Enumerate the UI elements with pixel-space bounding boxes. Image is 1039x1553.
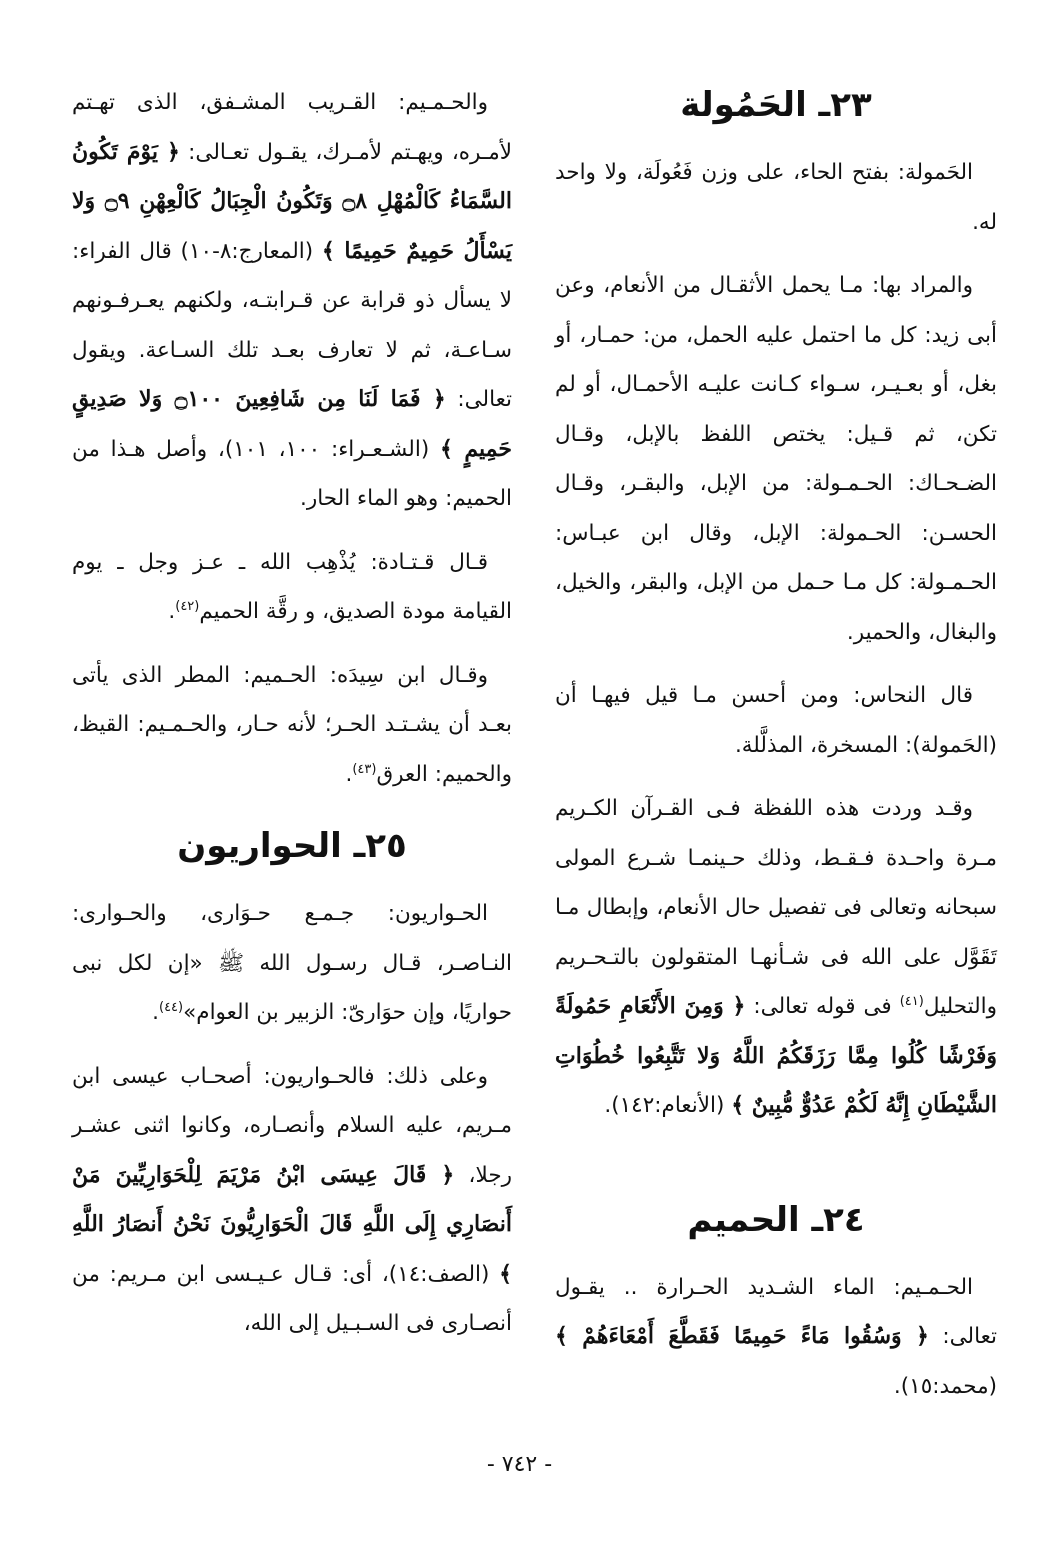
paragraph-text: وعلى ذلك: فالحـواريون: أصحـاب عيسى ابن مـريم، عليه السلام وأنصـاره، وكانوا اثنى عشـر رجلا،: [72, 1063, 512, 1188]
footnote-ref: (٤١): [899, 993, 924, 1009]
paragraph-text: قال النحاس: ومن أحسن مـا قيل فيهـا أن (الحَمولة): المسخرة، المذلَّلة.: [555, 683, 997, 758]
paragraph-text: الحَمولة: بفتح الحاء، على وزن فَعُولَة، ولا واحد له.: [555, 160, 997, 235]
paragraph-text: .: [345, 761, 353, 787]
quran-verse: ﴿ وَسُقُوا مَاءً حَمِيمًا فَقَطَّعَ أَمْعَاءَهُمْ ﴾: [555, 1323, 929, 1349]
paragraph: [72, 651, 512, 800]
paragraph: [72, 78, 512, 524]
paragraph-text: وقـال ابن سِيدَه: الحـميم: المطر الذى يأتى بعـد أن يشـتـد الحـر؛ لأنه حـار، والحـمـيم: القيظ، والحميم: العرق: [72, 662, 512, 787]
verse-citation: (محمد:١٥).: [893, 1373, 997, 1399]
paragraph: [72, 538, 512, 637]
paragraph-text: وقـد وردت هذه اللفظة فـى القـرآن الكـريم مـرة واحـدة فـقـط، وذلك حـينمـا شـرع المولى سبحانه وتعالى فى تفصيل حال الأنعام، وإبطال مـا تَقَوَّل على الله فى شـأنهـا المتقولون بالتـحـريم والتحليل: [555, 796, 997, 1019]
left-column: [72, 78, 512, 1363]
paragraph: [72, 1052, 512, 1349]
quran-verse: ﴿ فَمَا لَنَا مِن شَافِعِينَ ۝١٠٠ وَلا صَدِيقٍ حَمِيمٍ ﴾: [72, 386, 513, 462]
paragraph: [555, 671, 997, 770]
paragraph-text: (المعارج:٨-١٠) قال الفراء: لا يسأل ذو قرابة عن قـرابتـه، ولكنهم يعـرفـونهم سـاعـة، ثم لا تعارف بعـد تلك السـاعة. ويقول تعالى:: [72, 238, 512, 412]
footnote-ref: (٤٢): [175, 598, 200, 614]
paragraph-text: والحـمـيم: القـريب المشـفق، الذى تهـتم لأمـره، ويهـتم لأمـرك، يقـول تعـالى:: [72, 90, 513, 165]
quran-verse: ﴿ يَوْمَ تَكُونُ السَّمَاءُ كَالْمُهْلِ ۝٨ وَتَكُونُ الْجِبَالُ كَالْعِهْنِ ۝٩ وَلا يَسْأَلُ حَمِيمٌ حَمِيمًا ﴾: [72, 138, 512, 264]
paragraph-text: قـال قـتـادة: يُذْهِب الله ـ عـز وجل ـ يوم القيامة مودة الصديق، و رقَّة الحميم: [72, 549, 512, 624]
section-heading-25: ٢٥ـ الحواريون: [177, 826, 407, 866]
page-number: - ٧٤٢ -: [486, 1452, 553, 1477]
quran-verse: ﴿ وَمِنَ الأَنْعَامِ حَمُولَةً وَفَرْشًا كُلُوا مِمَّا رَزَقَكُمُ اللَّهُ وَلا تَتَّبِعُوا خُطُوَاتِ الشَّيْطَانِ إِنَّهُ لَكُمْ عَدُوٌّ مُّبِينٌ ﴾: [555, 993, 997, 1118]
section-heading-24: ٢٤ـ الحميم: [687, 1199, 865, 1240]
paragraph-text: (الصف:١٤)، أى: قـال عـيـسى ابن مـريم: من أنصـارى فى السـبـيل إلى الله،: [72, 1261, 512, 1336]
verse-citation: (الأنعام:١٤٢).: [604, 1093, 732, 1118]
footnote-ref: (٤٣): [352, 761, 377, 777]
paragraph: [555, 261, 997, 657]
paragraph: [555, 784, 997, 1131]
paragraph-text: .: [168, 599, 176, 624]
paragraph-text: والمراد بها: مـا يحمل الأثقـال من الأنعام، وعن أبى زيد: كل ما احتمل عليه الحمل، من: حمـار، أو بغل، أو بعـيـر، سـواء كـانت عليـه الأحمـال، أو لم تكن، ثم قـيل: يختص اللفظ بالإبل، وقـال الضـحـاك: الحـمـولة: من الإبل، والبقـر، وقـال الحسـن: الحـمولة: الإبل، وقال ابن عبـاس: الحـمـولة: كل مـا حـمل من الإبل، والبقر، والخيل، والبغال، والحمير.: [555, 273, 997, 645]
paragraph-text: .: [152, 1000, 159, 1025]
section-heading-23: ٢٣ـ الحَمُولة: [680, 85, 872, 125]
footnote-ref: (٤٤): [158, 999, 184, 1015]
paragraph-text: الحـمـيم: الماء الشـديد الحـرارة .. يقـول تعالى:: [555, 1274, 997, 1349]
quran-verse: ﴿ قَالَ عِيسَى ابْنُ مَرْيَمَ لِلْحَوَارِيِّينَ مَنْ أَنصَارِي إِلَى اللَّهِ قَالَ الْحَوَارِيُّونَ نَحْنُ أَنصَارُ اللَّهِ ﴾: [72, 1161, 513, 1287]
right-column: [555, 78, 997, 1425]
paragraph: [555, 1263, 997, 1412]
paragraph: [555, 148, 997, 247]
paragraph: [72, 889, 512, 1038]
paragraph-text: الحـواريون: جـمـع حـوَارى، والحـوارى: النـاصـر، قـال رسـول الله ﷺ «إن لكل نبى حواريًا، وإن حوَارىّ: الزبير بن العوام»: [72, 901, 512, 1025]
paragraph-text: (الشـعـراء: ١٠٠، ١٠١)، وأصل هـذا من الحميم: وهو الماء الحار.: [72, 436, 512, 511]
paragraph-text: فى قوله تعالى:: [745, 994, 900, 1019]
